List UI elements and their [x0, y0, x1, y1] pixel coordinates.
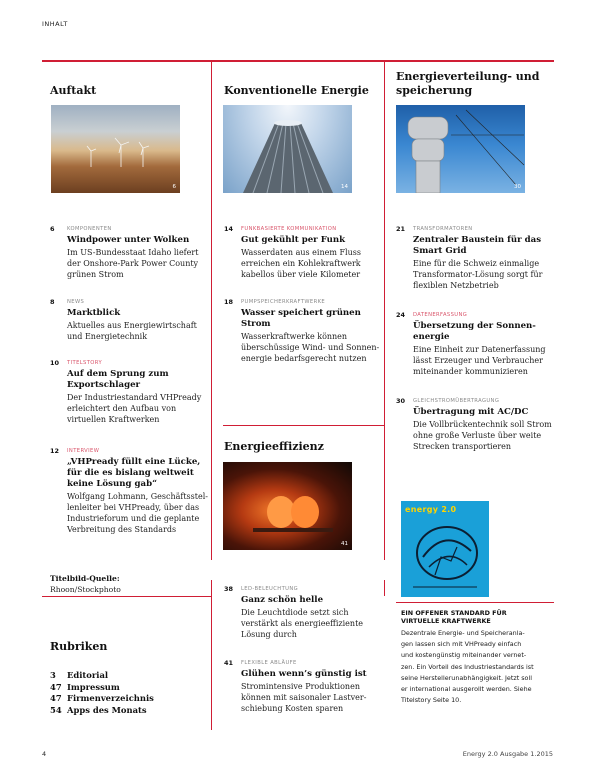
toc-entry[interactable] — [224, 298, 384, 373]
wind-turbines-graphic — [51, 105, 180, 193]
infobox-line: und kostengünstig miteinander vernet- — [401, 651, 527, 660]
entry-title: Exportschlager — [67, 380, 141, 390]
toc-entry[interactable] — [224, 585, 384, 645]
heading-energieeffizienz: Energieeffizienz — [224, 440, 324, 453]
entry-title: Windpower unter Wolken — [67, 235, 190, 245]
entry-page: 38 — [224, 585, 234, 593]
entry-text: Wolfgang Lohmann, Geschäftsstel- — [67, 492, 208, 501]
cooling-tower-graphic — [223, 105, 352, 193]
entry-title: Glühen wenn’s günstig ist — [241, 669, 367, 679]
column-divider — [384, 62, 385, 560]
entry-text: lässt Erzeuger und Verbraucher — [413, 356, 543, 365]
infobox-line: gen lassen sich mit VHPready einfach — [401, 640, 522, 649]
entry-title: für die es bislang weltweit — [67, 468, 194, 478]
entry-text: Die Vollbrückentechnik soll Strom — [413, 420, 552, 429]
glowing-rolls-graphic — [223, 462, 352, 550]
entry-text: flexiblen Netzbetrieb — [413, 281, 499, 290]
cover-credit-label: Titelbild-Quelle: — [50, 574, 120, 583]
entry-text: Aktuelles aus Energiewirtschaft — [67, 321, 197, 330]
cover-logo: energy 2.0 — [405, 505, 457, 514]
heading-auftakt: Auftakt — [50, 84, 97, 97]
entry-kicker: FLEXIBLE ABLÄUFE — [241, 660, 297, 666]
toc-entry[interactable] — [50, 359, 210, 429]
issue-info: Energy 2.0 Ausgabe 1.2015 — [462, 750, 553, 758]
entry-title: Smart Grid — [413, 246, 467, 256]
entry-title: Auf dem Sprung zum — [67, 369, 169, 379]
entry-title: Gut gekühlt per Funk — [241, 235, 346, 245]
infobox-line: seine Herstellerunabhängigkeit. Jetzt soll — [401, 673, 533, 682]
heading-energieverteilung: Energieverteilung- und speicherung — [396, 70, 540, 97]
photo-windpark[interactable] — [51, 105, 180, 193]
column-divider — [211, 62, 212, 560]
entry-kicker: KOMPONENTEN — [67, 226, 112, 232]
entry-text: der Onshore-Park Power County — [67, 259, 199, 268]
entry-text: schiebung Kosten sparen — [241, 704, 344, 713]
entry-kicker: INTERVIEW — [67, 448, 100, 454]
entry-text: virtuellen Kraftwerken — [67, 415, 160, 424]
entry-text: überschüssige Wind- und Sonnen- — [241, 343, 380, 352]
entry-kicker: TITELSTORY — [67, 360, 103, 366]
section-label: INHALT — [42, 20, 68, 28]
section-rule — [396, 602, 554, 603]
entry-page: 21 — [396, 225, 406, 233]
section-rule — [223, 425, 384, 426]
entry-text: Eine Einheit zur Datenerfassung — [413, 345, 546, 354]
entry-text: Die Leuchtdiode setzt sich — [241, 608, 349, 617]
entry-title: „VHPready füllt eine Lücke, — [67, 457, 201, 467]
entry-kicker: LED-BELEUCHTUNG — [241, 586, 299, 592]
photo-glowing-steel[interactable] — [223, 462, 352, 550]
photo-transformer[interactable] — [396, 105, 525, 193]
heading-rubriken: Rubriken — [50, 640, 108, 653]
entry-text: ohne große Verluste über weite — [413, 431, 542, 440]
entry-page: 14 — [224, 225, 234, 233]
entry-text: Wasserkraftwerke können — [241, 332, 348, 341]
entry-text: verstärkt als energieeffiziente — [241, 619, 364, 628]
entry-kicker: PUMPSPEICHERKRAFTWERKE — [241, 299, 326, 305]
rubrik-item[interactable] — [50, 682, 200, 694]
entry-text: Lösung durch — [241, 630, 297, 639]
toc-entry[interactable] — [396, 225, 556, 300]
infobox-line: er international ausgerollt werden. Siehe — [401, 685, 532, 694]
entry-text: Strecken transportieren — [413, 442, 512, 451]
rubrik-item[interactable] — [50, 670, 200, 682]
photo-page-number: 14 — [341, 184, 348, 190]
entry-title: keine Lösung gab“ — [67, 479, 158, 489]
page-number: 4 — [42, 750, 47, 758]
cover-helmet-graphic — [405, 517, 485, 593]
entry-text: Stromintensive Produktionen — [241, 682, 360, 691]
column-divider — [211, 580, 212, 730]
entry-title: energie — [413, 332, 450, 342]
photo-page-number: 30 — [514, 184, 521, 190]
column-divider — [384, 580, 385, 596]
rubrik-title: Firmenverzeichnis — [67, 693, 154, 703]
photo-page-number: 41 — [341, 541, 348, 547]
entry-text: erleichtert den Aufbau von — [67, 404, 177, 413]
rubriken-list — [50, 670, 200, 716]
rubrik-page: 47 — [50, 693, 62, 703]
rubrik-title: Apps des Monats — [67, 704, 147, 715]
entry-text: Eine für die Schweiz einmalige — [413, 259, 540, 268]
toc-entry[interactable] — [224, 659, 384, 719]
entry-title: Marktblick — [67, 308, 121, 318]
entry-text: können mit saisonaler Lastver- — [241, 693, 367, 702]
toc-entry[interactable] — [50, 225, 210, 285]
rubrik-item[interactable] — [50, 693, 200, 705]
entry-text: Im US-Bundesstaat Idaho liefert — [67, 248, 199, 257]
rubrik-item[interactable] — [50, 705, 200, 717]
infobox-line: zen. Ein Vorteil des Industriestandards ist — [401, 662, 534, 671]
entry-page: 12 — [50, 447, 60, 455]
rubrik-page: 3 — [50, 670, 56, 680]
toc-entry[interactable] — [224, 225, 384, 285]
entry-text: Verbreitung des Standards — [67, 525, 177, 534]
infobox-line: Dezentrale Energie- und Speicheranla- — [401, 629, 525, 637]
toc-entry[interactable] — [50, 447, 210, 547]
entry-kicker: NEWS — [67, 299, 85, 305]
rubrik-title: Impressum — [67, 681, 120, 692]
infobox-title-line: VIRTUELLE KRAFTWERKE — [401, 617, 491, 625]
entry-page: 41 — [224, 659, 234, 667]
infobox-line: Titelstory Seite 10. — [401, 696, 462, 705]
entry-title: Zentraler Baustein für das — [413, 235, 542, 245]
entry-text: erreichen ein Kohlekraftwerk — [241, 259, 361, 268]
entry-page: 8 — [50, 298, 55, 306]
entry-kicker: TRANSFORMATOREN — [413, 226, 473, 232]
entry-text: grünen Strom — [67, 270, 124, 279]
entry-text: energie bedarfsgerecht nutzen — [241, 354, 367, 363]
entry-text: Der Industriestandard VHPready — [67, 393, 202, 402]
infobox-text — [401, 628, 561, 706]
entry-text: Industrieforum und die geplante — [67, 514, 200, 523]
entry-page: 18 — [224, 298, 234, 306]
rubrik-title: Editorial — [67, 670, 109, 680]
photo-cooling-tower[interactable] — [223, 105, 352, 193]
entry-page: 30 — [396, 397, 406, 405]
entry-text: lenleiter bei VHPready, über das — [67, 503, 200, 512]
photo-page-number: 6 — [172, 184, 176, 190]
entry-title: Übertragung mit AC/DC — [413, 407, 529, 417]
entry-title: Ganz schön helle — [241, 595, 324, 605]
entry-kicker: FUNKBASIERTE KOMMUNIKATION — [241, 226, 337, 232]
entry-kicker: DATENERFASSUNG — [413, 312, 468, 318]
entry-text: Wasserdaten aus einem Fluss — [241, 248, 361, 257]
toc-entry[interactable] — [50, 298, 210, 348]
infobox-title — [401, 609, 551, 625]
entry-page: 6 — [50, 225, 55, 233]
entry-text: miteinander kommunizieren — [413, 367, 528, 376]
entry-title: Wasser speichert grünen — [241, 308, 361, 318]
entry-kicker: GLEICHSTROMÜBERTRAGUNG — [413, 398, 500, 404]
top-rule — [42, 60, 554, 62]
entry-text: kabellos über viele Kilometer — [241, 270, 361, 279]
transformer-graphic — [396, 105, 525, 193]
entry-title: Strom — [241, 319, 271, 329]
toc-entry[interactable] — [396, 311, 556, 386]
section-rule — [42, 596, 211, 597]
entry-text: und Energietechnik — [67, 332, 148, 341]
entry-title: Übersetzung der Sonnen- — [413, 321, 536, 331]
rubrik-page: 54 — [50, 704, 62, 715]
rubrik-page: 47 — [50, 681, 62, 692]
magazine-cover[interactable] — [401, 501, 489, 597]
infobox-title-line: EIN OFFENER STANDARD FÜR — [401, 609, 507, 617]
heading-konventionelle-energie: Konventionelle Energie — [224, 84, 369, 97]
entry-page: 24 — [396, 311, 406, 319]
entry-page: 10 — [50, 359, 60, 367]
toc-entry[interactable] — [396, 397, 556, 457]
entry-text: Transformator-Lösung sorgt für — [413, 270, 543, 279]
cover-credit-value: Rhoon/Stockphoto — [50, 585, 121, 594]
